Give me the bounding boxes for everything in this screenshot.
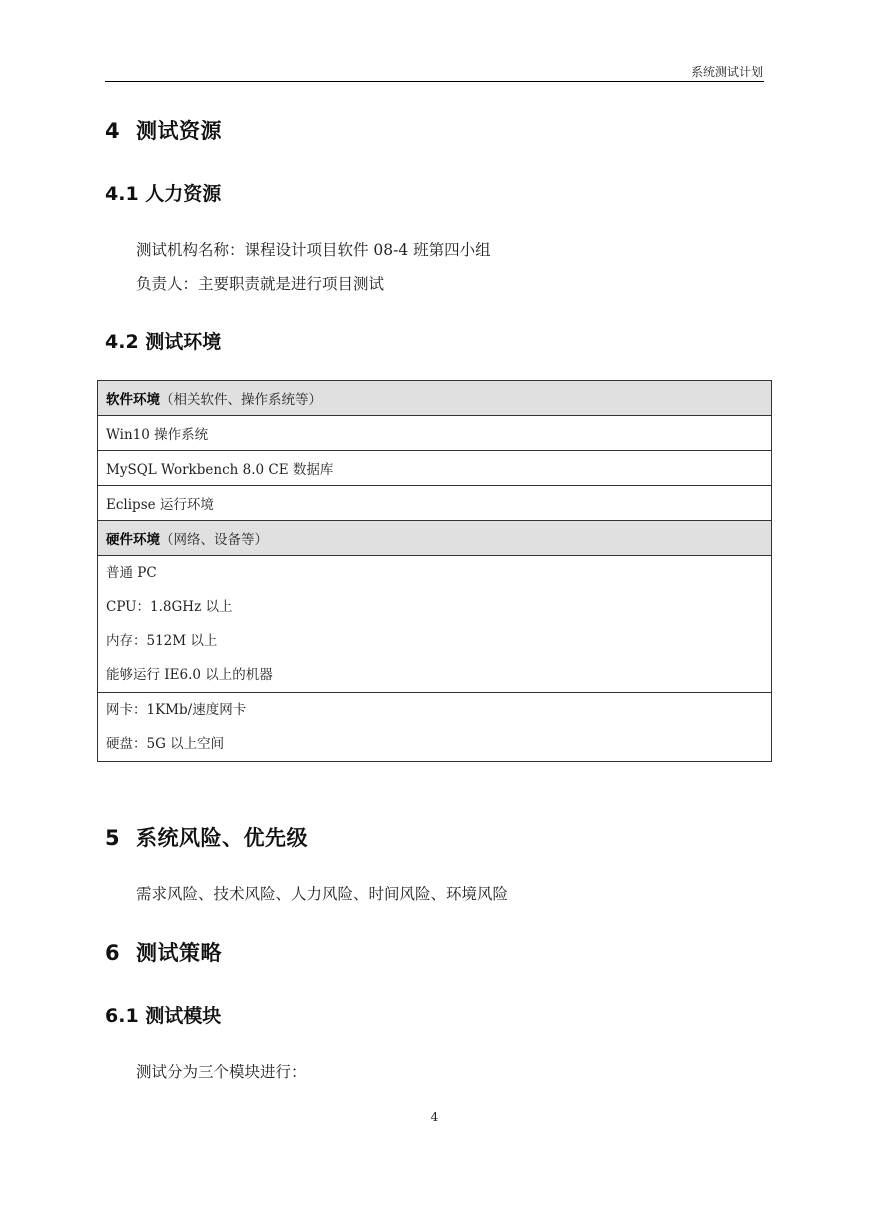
heading-section-6 [105,937,222,967]
paragraph-risks: 需求风险、技术风险、人力风险、时间风险、环境风险 [136,885,509,903]
hardware-env-note: （网络、设备等） [160,532,268,548]
section-title: 测试策略 [136,941,222,965]
hardware-line: CPU：1.8GHz 以上 [106,599,233,615]
test-environment-table [97,380,772,762]
section-number: 4 [105,119,121,143]
section-number: 6 [105,941,121,965]
header-rule [105,81,764,82]
table-cell: MySQL Workbench 8.0 CE 数据库 [98,451,772,486]
hardware-line: 能够运行 IE6.0 以上的机器 [106,667,273,683]
table-row [98,521,772,556]
hardware-line: 硬盘：5G 以上空间 [106,736,225,752]
table-cell [98,693,772,762]
heading-section-4 [105,115,222,145]
software-env-note: （相关软件、操作系统等） [160,392,322,408]
table-row [98,556,772,693]
table-cell [98,556,772,693]
table-cell: Eclipse 运行环境 [98,486,772,521]
table-row [98,381,772,416]
hardware-env-label: 硬件环境 [106,532,160,548]
heading-section-5 [105,822,308,852]
heading-section-4-1: 4.1 人力资源 [105,183,222,205]
table-cell: Win10 操作系统 [98,416,772,451]
page-number: 4 [430,1110,439,1124]
heading-section-4-2: 4.2 测试环境 [105,331,222,353]
section-title: 系统风险、优先级 [136,826,308,850]
table-row [98,486,772,521]
paragraph-test-modules: 测试分为三个模块进行： [136,1063,307,1081]
hardware-env-header [98,521,772,556]
table-row [98,451,772,486]
software-env-label: 软件环境 [106,392,160,408]
hardware-line: 内存：512M 以上 [106,633,218,649]
running-header: 系统测试计划 [690,65,763,79]
table-row [98,416,772,451]
paragraph-test-org: 测试机构名称：课程设计项目软件 08-4 班第四小组 [136,241,491,259]
section-number: 5 [105,826,121,850]
heading-section-6-1: 6.1 测试模块 [105,1005,222,1027]
software-env-header [98,381,772,416]
section-title: 测试资源 [136,119,222,143]
hardware-line: 网卡：1KMb/速度网卡 [106,702,247,718]
hardware-line: 普通 PC [106,565,157,581]
paragraph-responsible: 负责人：主要职责就是进行项目测试 [136,275,385,293]
table-row [98,693,772,762]
